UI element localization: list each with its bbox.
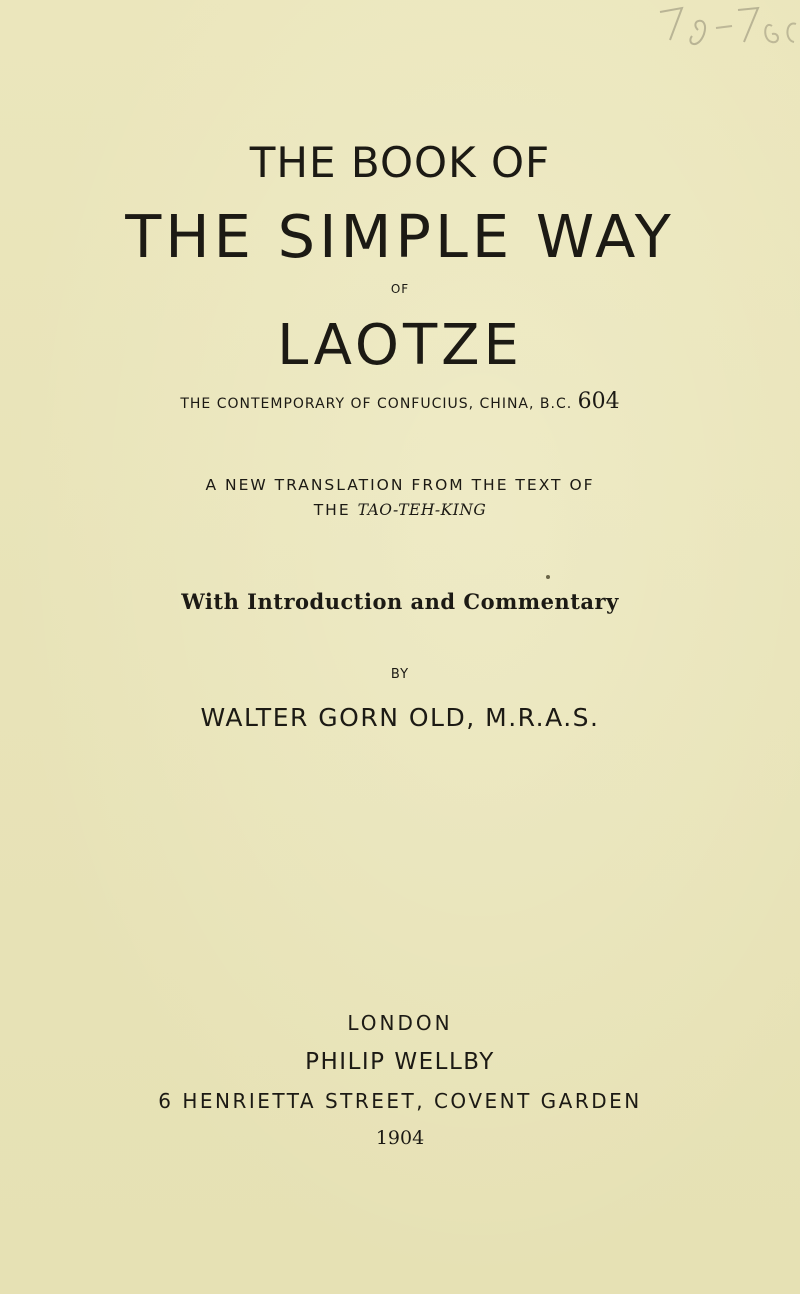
- title-subject: LAOTZE: [277, 313, 523, 378]
- author-name: WALTER GORN OLD, M.R.A.S.: [200, 703, 600, 732]
- contemporary-year: 604: [577, 389, 620, 414]
- title-line-1: THE BOOK OF: [249, 138, 551, 187]
- imprint-publisher: PHILIP WELLBY: [305, 1049, 495, 1075]
- handwritten-shelf-mark: [640, 0, 800, 80]
- translation-prefix: THE: [313, 501, 351, 519]
- translation-line-1: A NEW TRANSLATION FROM THE TEXT OF: [205, 476, 595, 494]
- imprint-place: LONDON: [347, 1011, 453, 1035]
- stray-mark: [546, 575, 550, 579]
- title-line-2: THE SIMPLE WAY: [125, 202, 675, 271]
- imprint-year: 1904: [375, 1127, 425, 1149]
- contemporary-line: [0, 389, 800, 414]
- translation-line-2: [0, 501, 800, 519]
- translation-title: TAO-TEH-KING: [357, 501, 487, 519]
- contemporary-text: THE CONTEMPORARY OF CONFUCIUS, CHINA, B.C.: [180, 396, 573, 412]
- title-of: OF: [390, 282, 410, 296]
- by-label: BY: [390, 667, 410, 682]
- commentary-line: With Introduction and Commentary: [181, 589, 619, 614]
- imprint-address: 6 HENRIETTA STREET, COVENT GARDEN: [158, 1089, 642, 1113]
